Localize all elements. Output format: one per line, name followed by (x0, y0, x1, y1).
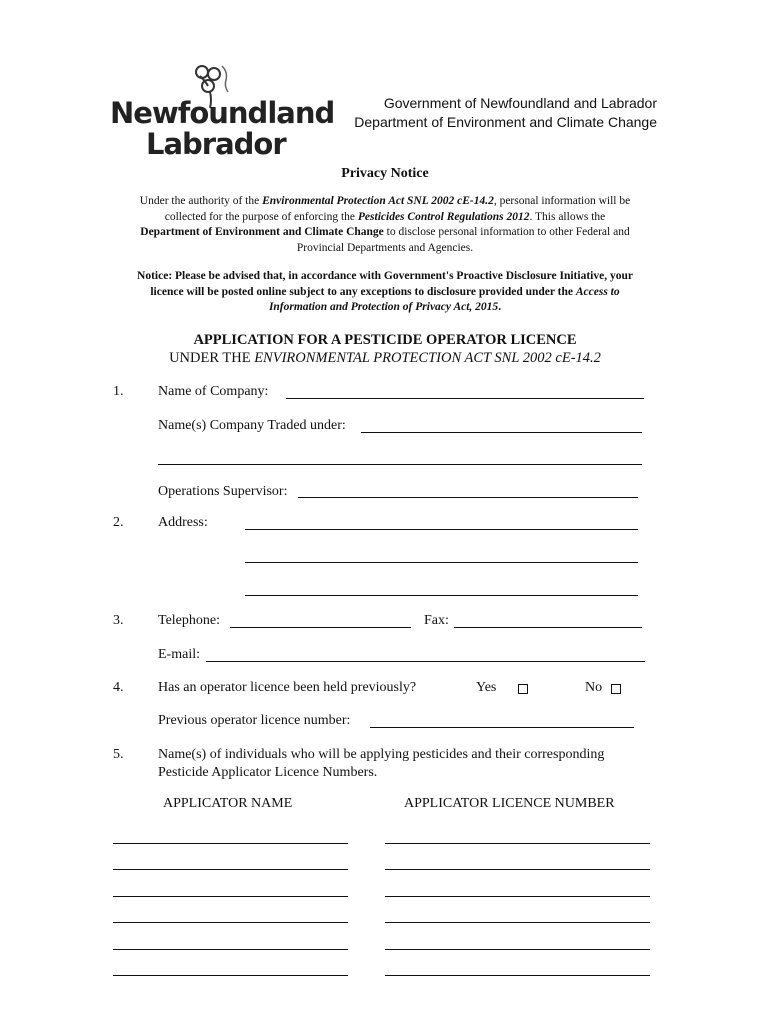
applicator-name-field[interactable] (113, 869, 348, 870)
act-name: Environmental Protection Act SNL 2002 cE-14.2 (262, 195, 494, 207)
no-checkbox[interactable] (611, 684, 621, 694)
text: . (498, 301, 502, 313)
gov-line-2: Department of Environment and Climate Change (354, 114, 657, 130)
fax-label: Fax: (424, 613, 449, 628)
act-name: ENVIRONMENTAL PROTECTION ACT SNL 2002 cE-14.2 (254, 350, 601, 366)
text: Under the authority of the (139, 195, 263, 207)
act-name: Information and Protection of Privacy Act, 2015 (268, 301, 499, 313)
address-field-2[interactable] (245, 562, 638, 563)
privacy-paragraph (0, 194, 770, 256)
traded-under-field-2[interactable] (158, 464, 642, 465)
applicator-licence-field[interactable] (385, 922, 650, 923)
applicator-name-column-header: APPLICATOR NAME (163, 796, 293, 811)
applicator-licence-field[interactable] (385, 896, 650, 897)
form-subtitle (0, 350, 770, 367)
address-field-1[interactable] (245, 529, 638, 530)
applicator-licence-field[interactable] (385, 949, 650, 950)
operations-supervisor-label: Operations Supervisor: (158, 484, 288, 499)
applicator-name-field[interactable] (113, 896, 348, 897)
act-name: Access to (575, 285, 620, 298)
telephone-label: Telephone: (158, 613, 220, 628)
privacy-line-3 (0, 225, 770, 241)
form-title: APPLICATION FOR A PESTICIDE OPERATOR LICENCE (193, 332, 577, 348)
department-header (354, 94, 657, 132)
applicator-name-field[interactable] (113, 975, 348, 976)
applicator-name-field[interactable] (113, 949, 348, 950)
applicator-licence-field[interactable] (385, 975, 650, 976)
traded-under-label: Name(s) Company Traded under: (158, 418, 346, 433)
traded-under-field[interactable] (361, 432, 642, 433)
text: to disclose personal information to other Federal and (383, 226, 630, 238)
text: , personal information will be (493, 195, 631, 207)
applicator-licence-field[interactable] (385, 869, 650, 870)
privacy-line-2 (0, 210, 770, 226)
address-field-3[interactable] (245, 595, 638, 596)
text: licence will be posted online subject to any exceptions to disclosure provided under the (150, 285, 576, 298)
text: . This allows the (529, 210, 606, 223)
privacy-line-1 (0, 194, 770, 210)
regulation-name: Pesticides Control Regulations 2012 (357, 210, 530, 223)
notice-line-1: Notice: Please be advised that, in accordance with Government's Proactive Disclosure Initiative, your (137, 270, 633, 282)
applicators-question-line-1: Name(s) of individuals who will be applying pesticides and their corresponding (158, 747, 605, 762)
applicators-question-line-2: Pesticide Applicator Licence Numbers. (158, 765, 378, 780)
applicator-licence-field[interactable] (385, 843, 650, 844)
previous-licence-number-field[interactable] (370, 727, 634, 728)
email-field[interactable] (206, 661, 645, 662)
previous-licence-number-label: Previous operator licence number: (158, 713, 351, 728)
telephone-field[interactable] (230, 627, 411, 628)
notice-line-2 (0, 285, 770, 301)
item-number-5: 5. (113, 747, 124, 762)
logo-labrador: Labrador (146, 127, 286, 161)
company-name-label: Name of Company: (158, 384, 269, 399)
email-label: E-mail: (158, 647, 200, 662)
operations-supervisor-field[interactable] (298, 497, 638, 498)
yes-checkbox[interactable] (518, 684, 528, 694)
privacy-title: Privacy Notice (341, 166, 429, 181)
item-number-3: 3. (113, 613, 124, 628)
logo-newfoundland: Newfoundland (110, 96, 335, 130)
gov-line-1: Government of Newfoundland and Labrador (383, 95, 657, 111)
address-label: Address: (158, 515, 208, 530)
company-name-field[interactable] (286, 398, 644, 399)
item-number-1: 1. (113, 384, 124, 399)
department-name: Department of Environment and Climate Change (140, 226, 384, 238)
yes-label: Yes (476, 680, 497, 695)
disclosure-notice (0, 269, 770, 316)
text: UNDER THE (169, 350, 255, 366)
fax-field[interactable] (454, 627, 642, 628)
applicator-name-field[interactable] (113, 922, 348, 923)
nl-logo (110, 62, 335, 162)
licence-held-question: Has an operator licence been held previously? (158, 680, 417, 695)
notice-line-3 (0, 300, 770, 316)
item-number-2: 2. (113, 515, 124, 530)
applicator-name-field[interactable] (113, 843, 348, 844)
no-label: No (585, 680, 603, 695)
text: collected for the purpose of enforcing the (164, 210, 358, 223)
privacy-line-4: Provincial Departments and Agencies. (296, 241, 474, 254)
applicator-licence-number-column-header: APPLICATOR LICENCE NUMBER (404, 796, 615, 811)
item-number-4: 4. (113, 680, 124, 695)
